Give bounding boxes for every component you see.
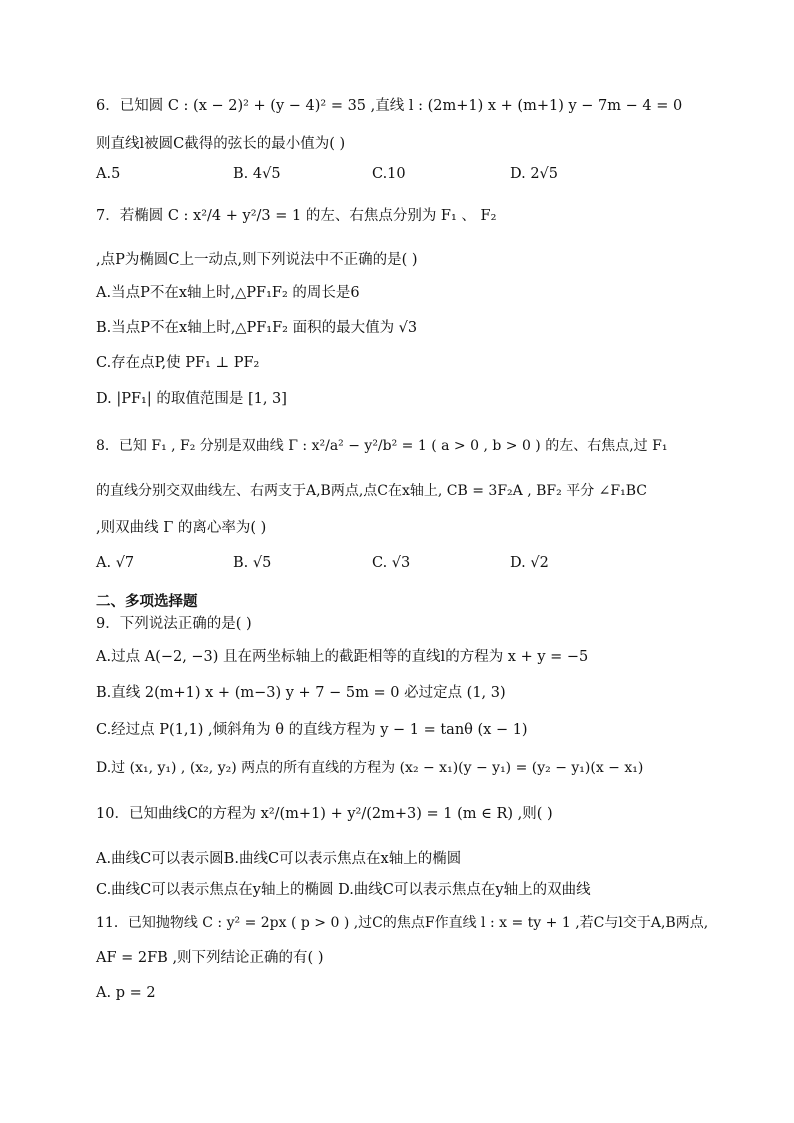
q11-stem: 11．已知抛物线 C : y² = 2px ( p > 0 ) ,过C的焦点F作直线 l : x = ty + 1 ,若C与l交于A,B两点, xyxy=(96,915,709,931)
q7-stem: 7．若椭圆 C : x²/4 + y²/3 = 1 的左、右焦点分别为 F₁ 、 F₂ xyxy=(96,208,497,224)
q9-option-a: A.过点 A(−2, −3) 且在两坐标轴上的截距相等的直线l的方程为 x + y = −5 xyxy=(96,649,589,665)
section-heading: 二、多项选择题 xyxy=(96,594,198,610)
q9-option-c: C.经过点 P(1,1) ,倾斜角为 θ 的直线方程为 y − 1 = tanθ (x − 1) xyxy=(96,722,528,738)
q10-stem: 10．已知曲线C的方程为 x²/(m+1) + y²/(2m+3) = 1 (m ∈ R) ,则( ) xyxy=(96,806,553,822)
q6-line2: 则直线l被圆C截得的弦长的最小值为( ) xyxy=(96,136,346,152)
q7-option-c: C.存在点P,使 PF₁ ⊥ PF₂ xyxy=(96,355,260,371)
q8-line3: ,则双曲线 Γ 的离心率为( ) xyxy=(96,520,267,536)
q8-option-b: B. √5 xyxy=(233,555,272,571)
q10-options-ab: A.曲线C可以表示圆B.曲线C可以表示焦点在x轴上的椭圆 xyxy=(96,851,462,867)
q8-option-a: A. √7 xyxy=(96,555,135,571)
q11-line2: AF = 2FB ,则下列结论正确的有( ) xyxy=(96,950,324,966)
q8-option-c: C. √3 xyxy=(372,555,411,571)
q6-option-c: C.10 xyxy=(372,166,406,182)
q10-options-cd: C.曲线C可以表示焦点在y轴上的椭圆 D.曲线C可以表示焦点在y轴上的双曲线 xyxy=(96,882,591,898)
q6-stem: 6．已知圆 C : (x − 2)² + (y − 4)² = 35 ,直线 l : (2m+1) x + (m+1) y − 7m − 4 = 0 xyxy=(96,98,683,114)
q9-option-d: D.过 (x₁, y₁) , (x₂, y₂) 两点的所有直线的方程为 (x₂ − x₁)(y − y₁) = (y₂ − y₁)(x − x₁) xyxy=(96,760,644,776)
q11-option-a: A. p = 2 xyxy=(96,985,156,1001)
q6-option-b: B. 4√5 xyxy=(233,166,281,182)
q8-line2: 的直线分别交双曲线左、右两支于A,B两点,点C在x轴上, CB = 3F₂A , BF₂ 平分 ∠F₁BC xyxy=(96,483,647,499)
q9-stem: 9．下列说法正确的是( ) xyxy=(96,616,252,632)
q7-option-a: A.当点P不在x轴上时,△PF₁F₂ 的周长是6 xyxy=(96,285,360,301)
q8-option-d: D. √2 xyxy=(510,555,549,571)
q7-line2: ,点P为椭圆C上一动点,则下列说法中不正确的是( ) xyxy=(96,252,418,268)
q8-stem: 8．已知 F₁ , F₂ 分别是双曲线 Γ : x²/a² − y²/b² = 1 ( a > 0 , b > 0 ) 的左、右焦点,过 F₁ xyxy=(96,438,668,454)
q6-option-d: D. 2√5 xyxy=(510,166,559,182)
q7-option-b: B.当点P不在x轴上时,△PF₁F₂ 面积的最大值为 √3 xyxy=(96,320,418,336)
q6-option-a: A.5 xyxy=(96,166,121,182)
q9-option-b: B.直线 2(m+1) x + (m−3) y + 7 − 5m = 0 必过定点 (1, 3) xyxy=(96,685,506,701)
q7-option-d: D. |PF₁| 的取值范围是 [1, 3] xyxy=(96,391,287,407)
